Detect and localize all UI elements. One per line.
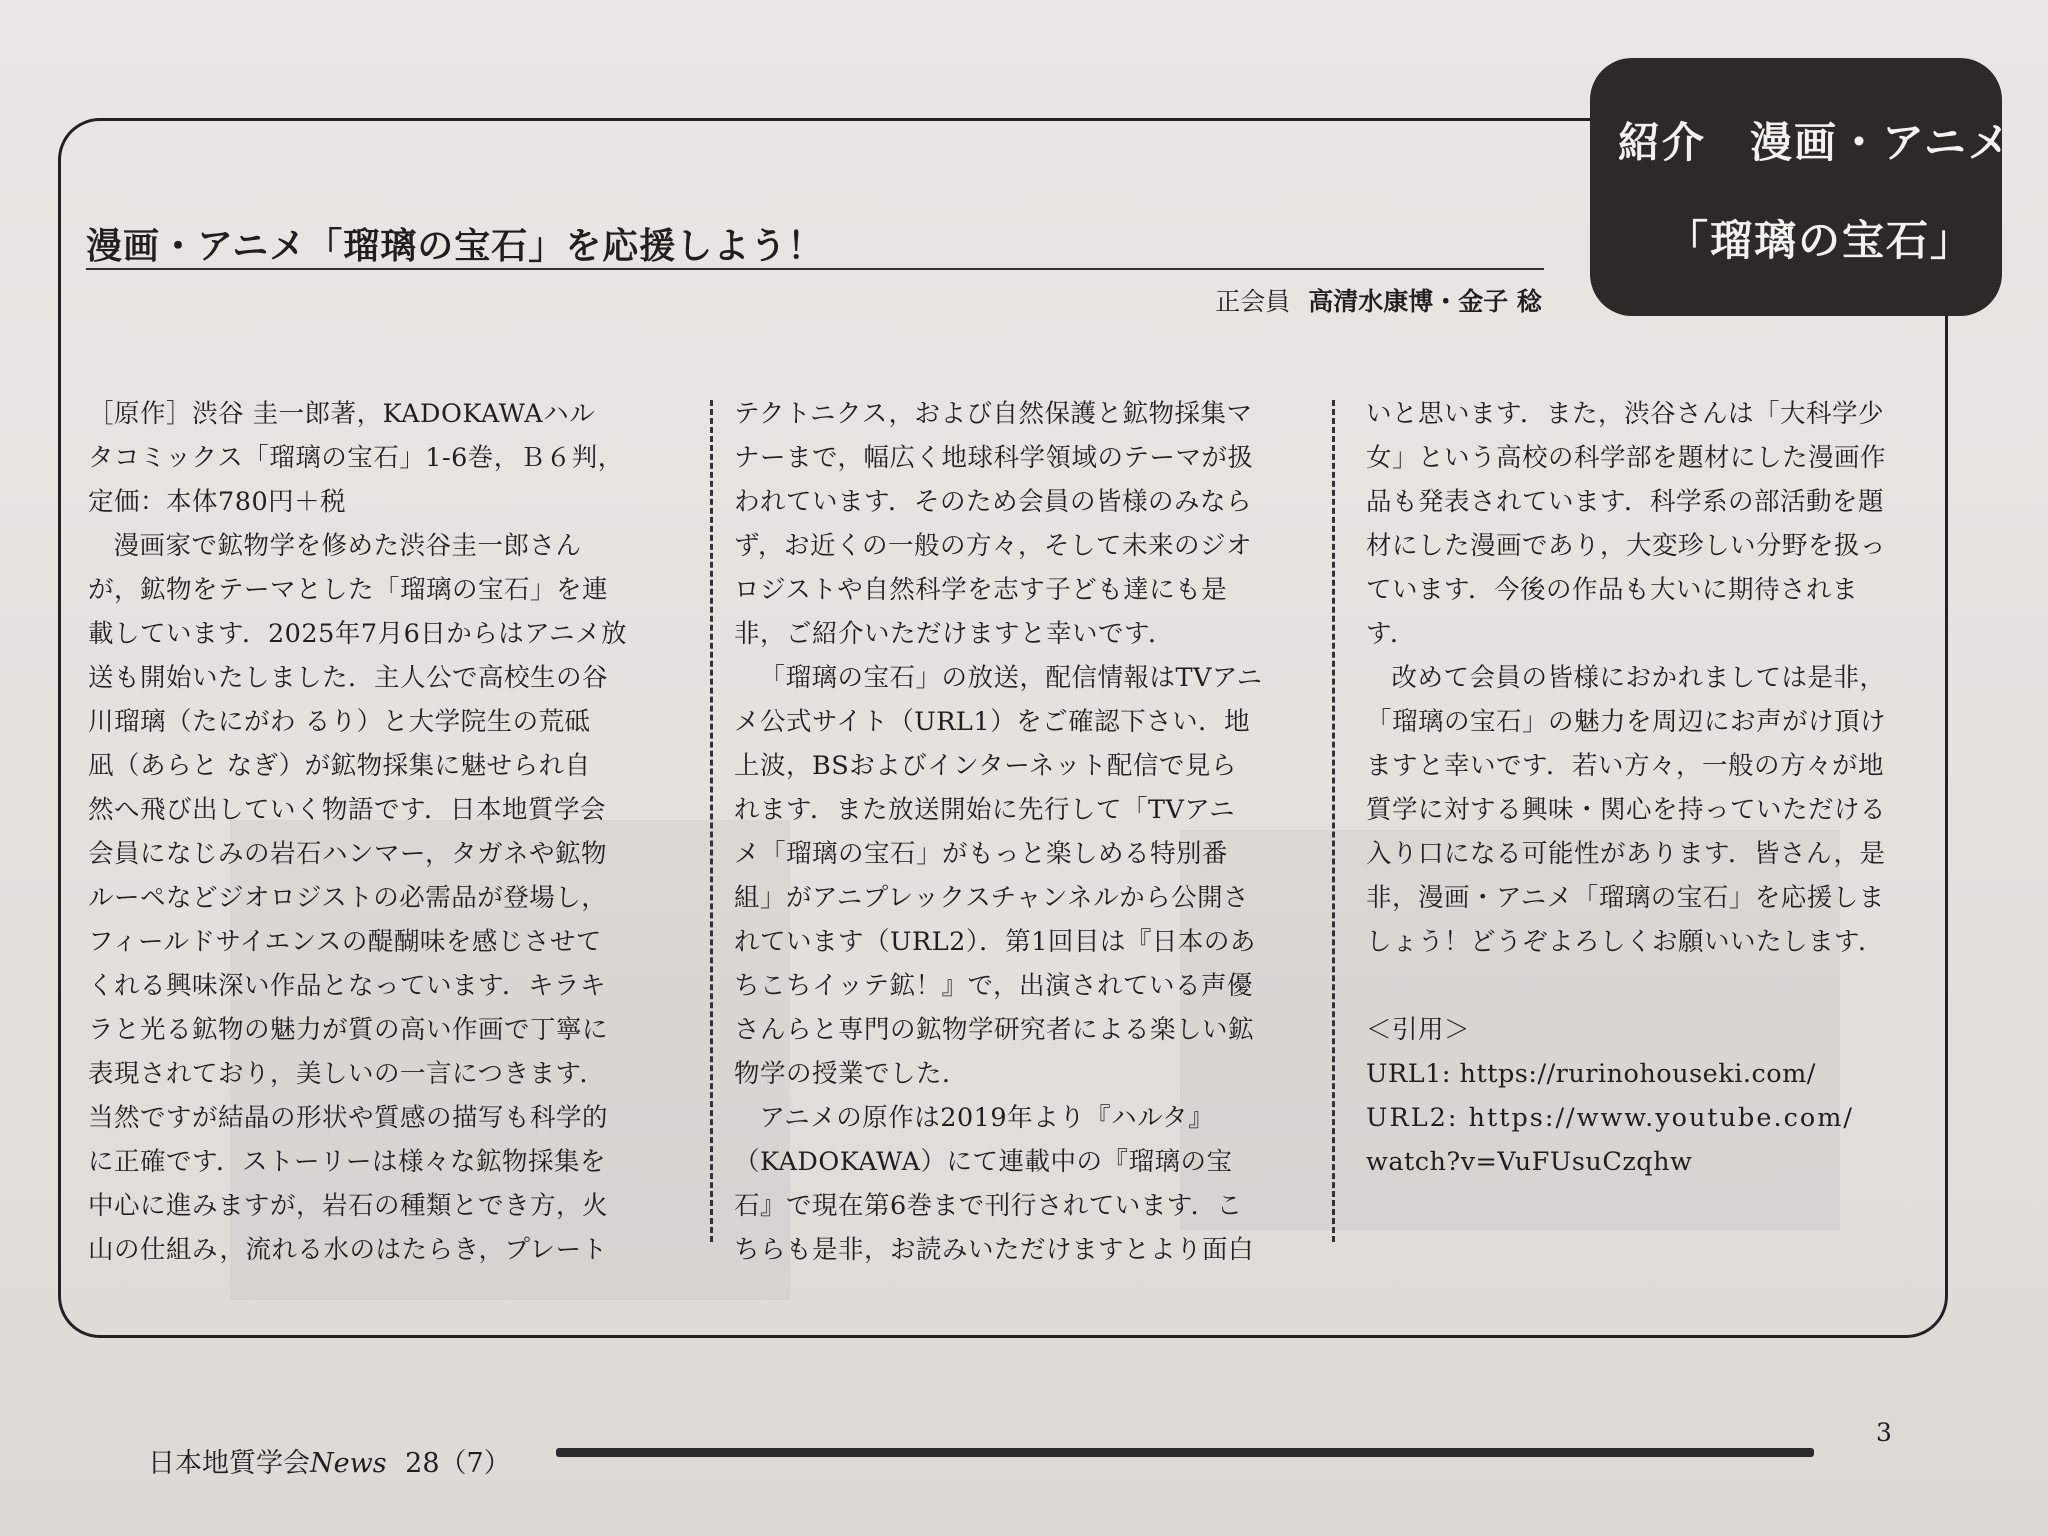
page-number: 3 [1876,1418,1892,1447]
section-label [1590,58,2012,316]
article-byline [1215,282,1542,318]
author-names: 高清水康博・金子 稔 [1308,287,1542,316]
section-label-category: 紹介 漫画・アニメ [1618,118,2012,167]
references-heading: ＜引用＞ [1366,1015,1471,1045]
journal-footer [148,1441,511,1480]
journal-name: 日本地質学会 [148,1448,310,1479]
section-label-subject: 「瑠璃の宝石」 [1666,216,1975,265]
title-underline [86,268,1544,270]
body-paragraph: テクトニクス，および自然保護と鉱物採集マ ナーまで，幅広く地球科学領域のテーマが扱 われています．そのため会員の皆様のみなら ず，お近くの一般の方々，そして未来のジオ ロジストや自然科学を志す子ども達にも是 非，ご紹介いただけますと幸いです． [734,399,1254,649]
source-info-paragraph: ［原作］渋谷 圭一郎著，KADOKAWAハル タコミックス「瑠璃の宝石」1-6巻，Ｂ６判， 定価：本体780円＋税 [88,399,624,517]
journal-volume: 28（7） [405,1448,511,1479]
reference-url2-continued: watch?v=VuFUsuCzqhw [1366,1147,1693,1177]
text-column-2 [734,392,1324,1272]
column-divider [710,400,713,1242]
references-section [1366,1008,1956,1184]
article-title: 漫画・アニメ「瑠璃の宝石」を応援しよう！ [86,226,825,267]
body-paragraph: 漫画家で鉱物学を修めた渋谷圭一郎さん が，鉱物をテーマとした「瑠璃の宝石」を連 載しています．2025年7月6日からはアニメ放 送も開始いたしました．主人公で高校生の谷 川瑠璃（たにがわ るり）と大学院生の荒砥 凪（あらと なぎ）が鉱物採集に魅せられ自 然へ飛び出していく物語です．日本地質学会 会員になじみの岩石ハンマー，タガネや鉱物 ルーペなどジオロジストの必需品が登場し， フィールドサイエンスの醍醐味を感じさせて くれる興味深い作品となっています．キラキ ラと光る鉱物の魅力が質の高い作画で丁寧に 表現されており，美しいの一言につきます． 当然ですが結晶の形状や質感の描写も科学的 に正確です．ストーリーは様々な鉱物採集を 中心に進みますが，岩石の種類とでき方，火 山の仕組み，流れる水のはたらき，プレート [88,531,628,1265]
body-paragraph: アニメの原作は2019年より『ハルタ』 （KADOKAWA）にて連載中の『瑠璃の宝 石』で現在第6巻まで刊行されています．こ ちらも是非，お読みいただけますとより面白 [734,1103,1255,1265]
reference-url1: URL1: https://rurinohouseki.com/ [1366,1059,1816,1089]
body-paragraph: 改めて会員の皆様におかれましては是非， 「瑠璃の宝石」の魅力を周辺にお声がけ頂け ますと幸いです．若い方々，一般の方々が地 質学に対する興味・関心を持っていただける 入り口になる可能性があります．皆さん，是 非，漫画・アニメ「瑠璃の宝石」を応援しま しょう！どうぞよろしくお願いいたします． [1366,663,1887,957]
footer-rule [556,1448,1814,1457]
body-paragraph: 「瑠璃の宝石」の放送，配信情報はTVアニ メ公式サイト（URL1）をご確認下さい．地 上波，BSおよびインターネット配信で見ら れます．また放送開始に先行して「TVアニ メ「瑠璃の宝石」がもっと楽しめる特別番 組」がアニプレックスチャンネルから公開さ れています（URL2）．第1回目は『日本のあ ちこちイッテ鉱！』で，出演されている声優 さんらと専門の鉱物学研究者による楽しい鉱 物学の授業でした． [734,663,1263,1089]
text-column-1 [88,392,678,1272]
journal-name-news: News [310,1448,387,1479]
author-role: 正会員 [1215,287,1291,316]
body-paragraph: いと思います．また，渋谷さんは「大科学少 女」という高校の科学部を題材にした漫画作 品も発表されています．科学系の部活動を題 材にした漫画であり，大変珍しい分野を扱っ ています．今後の作品も大いに期待されま す． [1366,399,1887,649]
text-column-3 [1366,392,1956,1184]
column-divider [1332,400,1335,1242]
reference-url2: URL2: https://www.youtube.com/ [1366,1103,1854,1133]
